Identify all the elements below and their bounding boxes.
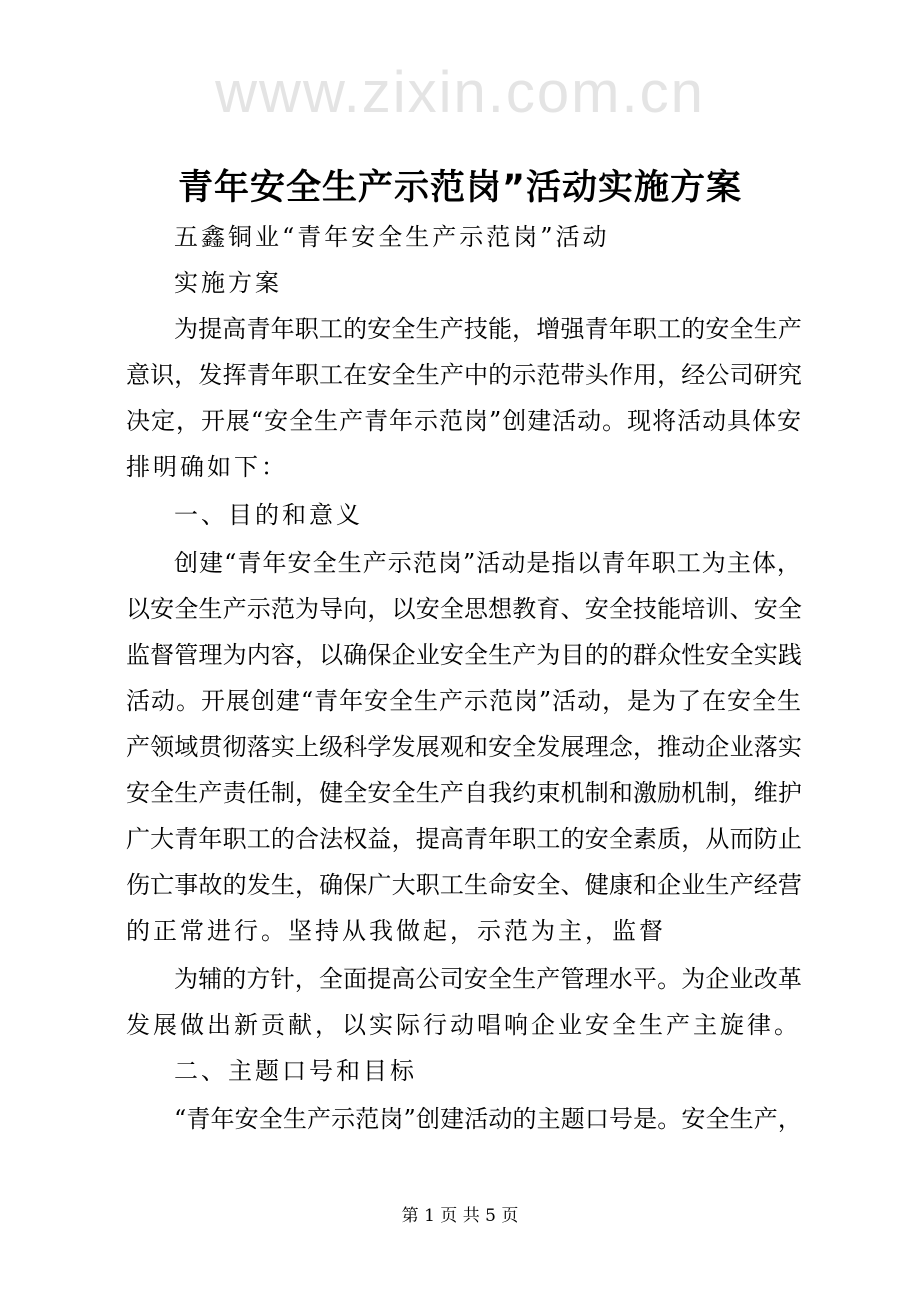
text-line: 监督管理为内容，以确保企业安全生产为目的的群众性安全实践 xyxy=(126,641,802,669)
text-line: 意识，发挥青年职工在安全生产中的示范带头作用，经公司研究 xyxy=(126,361,802,389)
text-line: 二、主题口号和目标 xyxy=(174,1057,417,1085)
text-line: “青年安全生产示范岗”创建活动的主题口号是。安全生产， xyxy=(174,1105,802,1133)
text-line: 以安全生产示范为导向，以安全思想教育、安全技能培训、安全 xyxy=(126,595,802,623)
text-line: 活动。开展创建“青年安全生产示范岗”活动，是为了在安全生 xyxy=(126,687,802,715)
text-line: 产领域贯彻落实上级科学发展观和安全发展理念，推动企业落实 xyxy=(126,733,802,761)
watermark: www.zixin.com.cn xyxy=(215,60,705,125)
text-line: 五鑫铜业“青年安全生产示范岗”活动 xyxy=(174,223,610,251)
text-line: 为提高青年职工的安全生产技能，增强青年职工的安全生产 xyxy=(174,315,802,343)
text-line: 实施方案 xyxy=(174,269,282,297)
text-line: 伤亡事故的发生，确保广大职工生命安全、健康和企业生产经营 xyxy=(126,871,802,899)
text-line: 安全生产责任制，健全安全生产自我约束机制和激励机制，维护 xyxy=(126,779,802,807)
text-line: 的正常进行。坚持从我做起，示范为主，监督 xyxy=(126,917,666,945)
text-line: 发展做出新贡献，以实际行动唱响企业安全生产主旋律。 xyxy=(126,1011,801,1039)
text-line: 排明确如下： xyxy=(126,453,288,481)
text-line: 一、目的和意义 xyxy=(174,501,363,529)
page-footer: 第 1 页 共 5 页 xyxy=(401,1206,519,1226)
text-line: 广大青年职工的合法权益，提高青年职工的安全素质，从而防止 xyxy=(126,825,802,853)
text-line: 为辅的方针，全面提高公司安全生产管理水平。为企业改革 xyxy=(174,965,802,993)
text-line: 决定，开展“安全生产青年示范岗”创建活动。现将活动具体安 xyxy=(126,407,802,435)
text-line: 创建“青年安全生产示范岗”活动是指以青年职工为主体， xyxy=(174,549,802,577)
document-title: 青年安全生产示范岗”活动实施方案 xyxy=(177,168,742,208)
